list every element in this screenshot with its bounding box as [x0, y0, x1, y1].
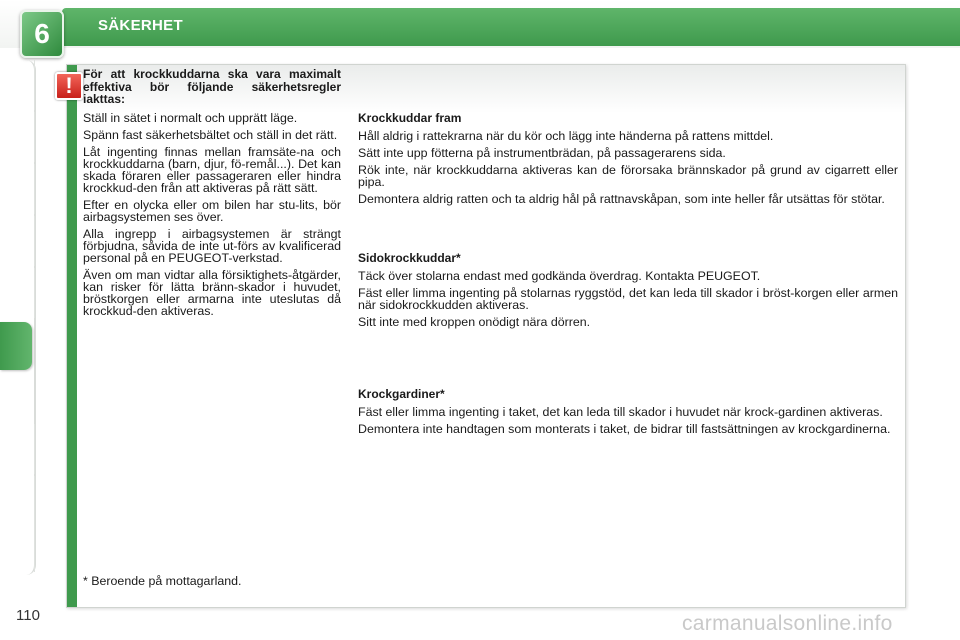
chapter-tab[interactable]	[10, 268, 35, 318]
section-heading: Sidokrockkuddar*	[358, 251, 461, 265]
section-front-airbags	[358, 112, 898, 210]
chapter-tab[interactable]	[10, 424, 35, 474]
chapter-tab-strip	[8, 60, 36, 575]
chapter-tab[interactable]	[10, 476, 35, 526]
safety-rule: Alla ingrepp i airbagsystemen är strängt förbjudna, såvida de inte ut-förs av kvalificerad personal på en PEUGEOT-verkstad.	[83, 226, 341, 265]
chapter-tab[interactable]	[10, 216, 35, 266]
section-paragraph: Demontera aldrig ratten och ta aldrig hål på rattnavskåpan, som inte heller får utsättas för stötar.	[358, 192, 885, 206]
section-paragraph: Rök inte, när krockkuddarna aktiveras kan de förorsaka brännskador på grund av cigarrett eller pipa.	[358, 163, 898, 189]
section-side-airbags	[358, 252, 898, 333]
section-heading: Krockkuddar fram	[358, 111, 462, 125]
header-bar	[62, 8, 960, 46]
page-number: 110	[16, 607, 40, 624]
chapter-tab-active[interactable]	[0, 322, 32, 370]
section-paragraph: Håll aldrig i rattekrarna när du kör och lägg inte händerna på rattens mittdel.	[358, 129, 774, 143]
watermark: carmanualsonline.info	[682, 612, 893, 635]
section-paragraph: Fäst eller limma ingenting på stolarnas ryggstöd, det kan leda till skador i bröst-korgen eller armen när sidokrockkudden aktiveras.	[358, 286, 898, 312]
left-column	[83, 68, 341, 322]
safety-intro: För att krockkuddarna ska vara maximalt effektiva bör följande säkerhetsregler iakttas:	[83, 67, 341, 106]
section-paragraph: Demontera inte handtagen som monterats i taket, de bidrar till fastsättningen av krockgardinerna.	[358, 422, 891, 436]
chapter-tab[interactable]	[10, 112, 35, 162]
safety-rule: Spänn fast säkerhetsbältet och ställ in det rätt.	[83, 127, 338, 142]
safety-rule: Låt ingenting finnas mellan framsäte-na och krockkuddarna (barn, djur, fö-remål...). Det kan skada föraren eller passageraren eller hindra krockkud-den från att aktiveras på rätt sätt.	[83, 144, 341, 195]
safety-rule: Även om man vidtar alla försiktighets-åtgärder, kan risker för lätta bränn-skador i huvudet, bröstkorgen eller armarna inte uteslutas då krockkud-den aktiveras.	[83, 267, 341, 318]
chapter-tab[interactable]	[10, 164, 35, 214]
chapter-tab[interactable]	[10, 60, 35, 110]
section-paragraph: Sätt inte upp fötterna på instrumentbrädan, på passagerarens sida.	[358, 146, 726, 160]
chapter-tab[interactable]	[10, 522, 35, 572]
exclamation-warning-icon: !	[55, 72, 83, 100]
chapter-title: SÄKERHET	[98, 17, 183, 34]
section-curtain-airbags	[358, 388, 898, 440]
section-paragraph: Fäst eller limma ingenting i taket, det kan leda till skador i huvudet när krock-gardinen aktiveras.	[358, 405, 883, 419]
page-header	[0, 0, 960, 48]
footnote: * Beroende på mottagarland.	[83, 574, 242, 588]
section-paragraph: Täck över stolarna endast med godkända överdrag. Kontakta PEUGEOT.	[358, 269, 761, 283]
panel-accent-stripe	[67, 65, 77, 607]
safety-rule: Efter en olycka eller om bilen har stu-lits, bör airbagsystemen ses över.	[83, 197, 341, 224]
chapter-number-badge: 6	[20, 10, 64, 58]
safety-rule: Ställ in sätet i normalt och upprätt läge.	[83, 110, 298, 125]
section-paragraph: Sitt inte med kroppen onödigt nära dörren.	[358, 315, 591, 329]
section-heading: Krockgardiner*	[358, 387, 445, 401]
